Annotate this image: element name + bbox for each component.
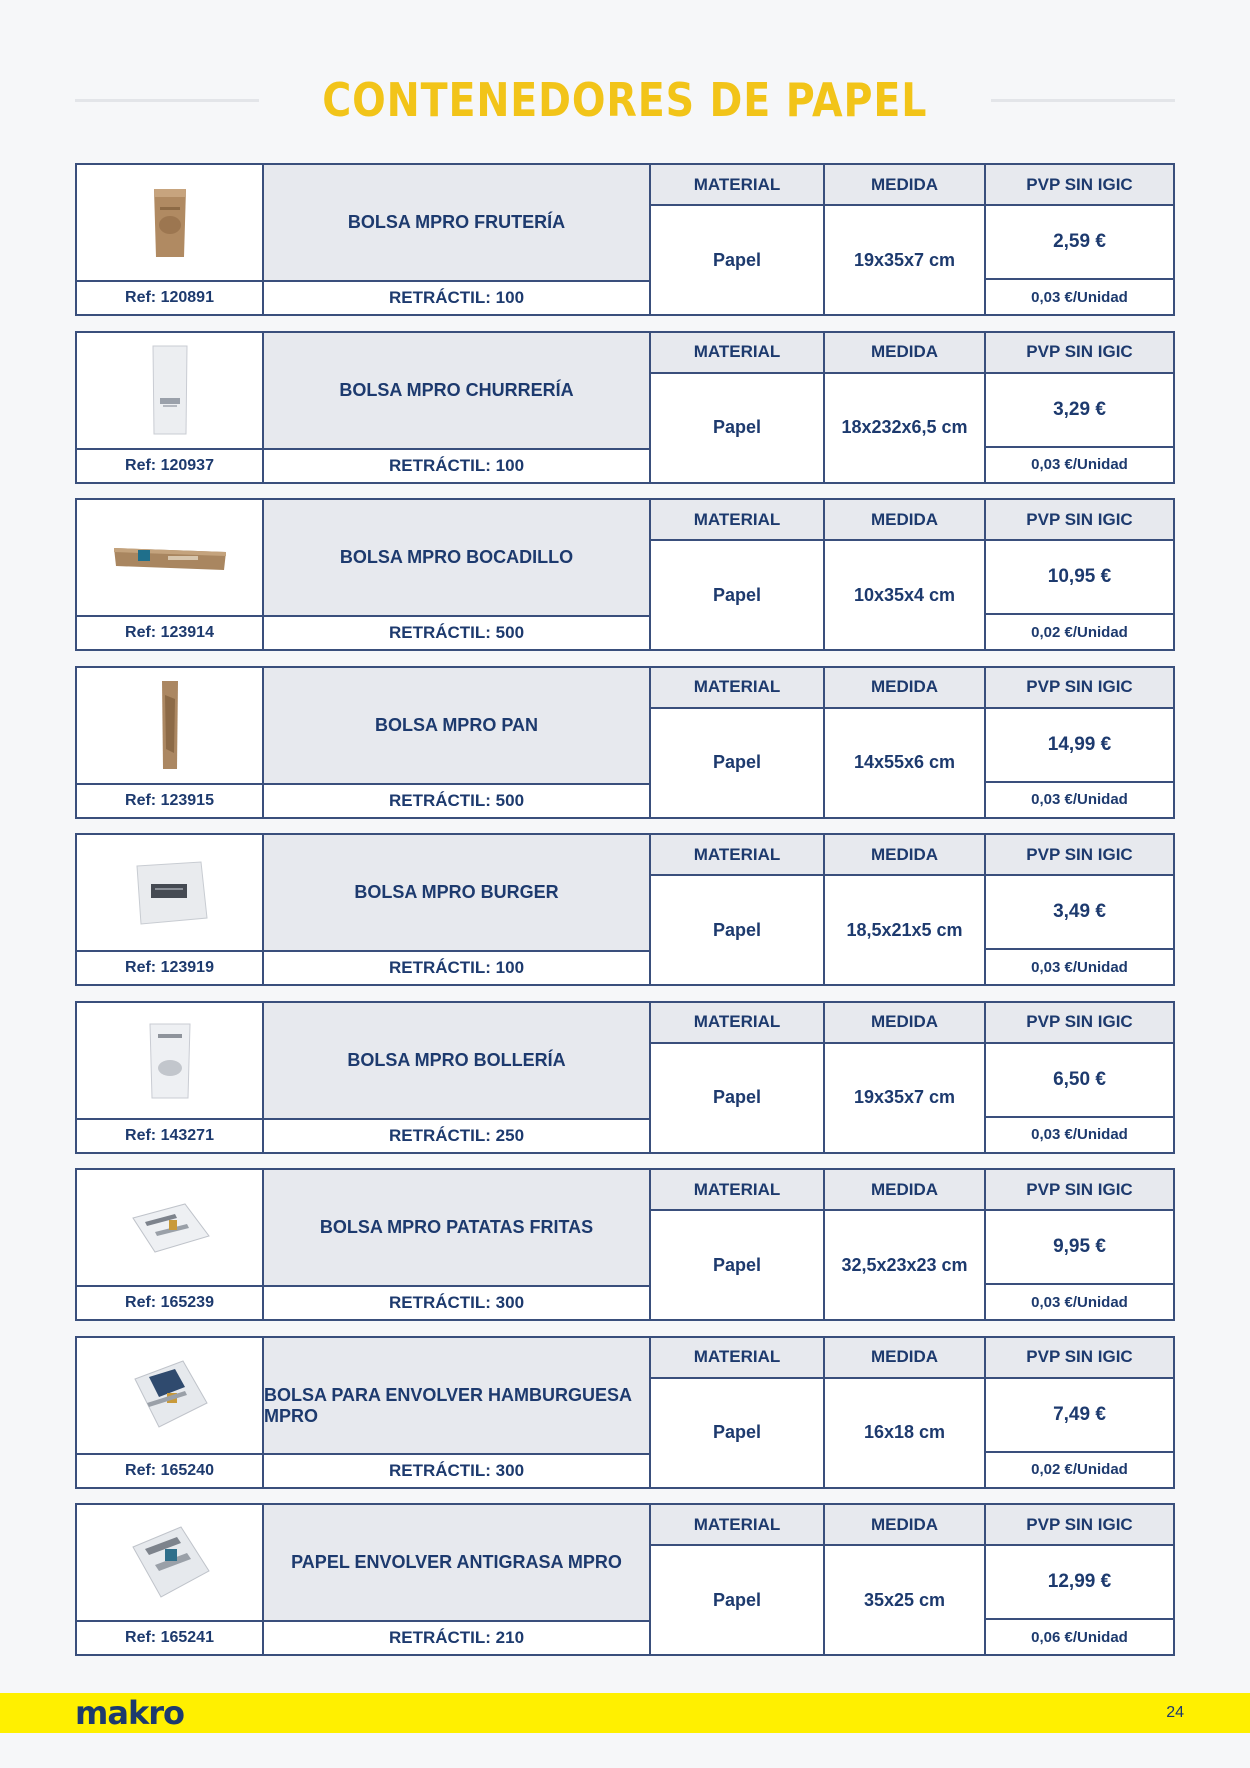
product-card: [75, 1503, 1175, 1656]
product-image-cell: [77, 1505, 264, 1620]
product-price: 6,50 €: [986, 1044, 1173, 1118]
product-material: Papel: [651, 709, 825, 817]
makro-logo: makro: [75, 1694, 184, 1732]
medida-header: MEDIDA: [825, 333, 986, 374]
product-pack: RETRÁCTIL: 250: [264, 1118, 651, 1152]
white-bag-icon: [140, 342, 200, 438]
burger-bag-icon: [125, 858, 215, 928]
pvp-header: PVP SIN IGIC: [986, 500, 1173, 541]
product-card: [75, 833, 1175, 986]
product-material: Papel: [651, 206, 825, 314]
product-card: [75, 1336, 1175, 1489]
product-name: BOLSA MPRO BURGER: [264, 835, 651, 950]
product-medida: 19x35x7 cm: [825, 206, 986, 314]
product-image-cell: [77, 668, 264, 783]
medida-header: MEDIDA: [825, 1170, 986, 1211]
product-ref: Ref: 165240: [77, 1453, 264, 1487]
material-header: MATERIAL: [651, 1505, 825, 1546]
product-material: Papel: [651, 1044, 825, 1152]
product-unit-price: 0,06 €/Unidad: [1031, 1628, 1128, 1646]
product-unit-price: 0,03 €/Unidad: [1031, 791, 1128, 808]
material-header: MATERIAL: [651, 1170, 825, 1211]
product-pack: RETRÁCTIL: 500: [264, 783, 651, 817]
page-number: 24: [1166, 1704, 1184, 1721]
product-ref: Ref: 123915: [77, 783, 264, 817]
product-pack: RETRÁCTIL: 210: [264, 1620, 651, 1654]
product-image-cell: [77, 1003, 264, 1118]
pvp-header: PVP SIN IGIC: [986, 835, 1173, 876]
product-unit-price: 0,03 €/Unidad: [1031, 958, 1128, 976]
product-unit-price: 0,03 €/Unidad: [1031, 288, 1128, 306]
product-medida: 10x35x4 cm: [825, 541, 986, 649]
pvp-header: PVP SIN IGIC: [986, 165, 1173, 206]
product-material: Papel: [651, 374, 825, 482]
pvp-header: PVP SIN IGIC: [986, 1338, 1173, 1379]
product-medida: 32,5x23x23 cm: [825, 1211, 986, 1319]
sandwich-bag-icon: [110, 536, 230, 580]
medida-header: MEDIDA: [825, 1338, 986, 1379]
page-footer: [0, 1693, 1250, 1733]
material-header: MATERIAL: [651, 668, 825, 709]
pvp-header: PVP SIN IGIC: [986, 1505, 1173, 1546]
product-ref: Ref: 165241: [77, 1620, 264, 1654]
product-image-cell: [77, 835, 264, 950]
product-image-cell: [77, 500, 264, 615]
product-card: [75, 498, 1175, 651]
product-medida: 16x18 cm: [825, 1379, 986, 1487]
product-image-cell: [77, 165, 264, 280]
greaseproof-paper-icon: [125, 1523, 215, 1603]
product-ref: Ref: 120937: [77, 448, 264, 482]
product-unit-price: 0,02 €/Unidad: [1031, 1461, 1128, 1478]
product-ref: Ref: 123919: [77, 950, 264, 984]
product-price: 3,29 €: [986, 374, 1173, 448]
product-price: 9,95 €: [986, 1211, 1173, 1285]
product-medida: 14x55x6 cm: [825, 709, 986, 817]
burger-wrap-icon: [125, 1357, 215, 1433]
product-medida: 18,5x21x5 cm: [825, 876, 986, 984]
title-rule-right: [991, 99, 1175, 102]
medida-header: MEDIDA: [825, 1505, 986, 1546]
title-rule-left: [75, 99, 259, 102]
product-ref: Ref: 165239: [77, 1285, 264, 1319]
product-card: [75, 666, 1175, 819]
pvp-header: PVP SIN IGIC: [986, 1170, 1173, 1211]
product-unit-price: 0,03 €/Unidad: [1031, 1293, 1128, 1311]
product-material: Papel: [651, 876, 825, 984]
medida-header: MEDIDA: [825, 835, 986, 876]
medida-header: MEDIDA: [825, 668, 986, 709]
product-image-cell: [77, 1338, 264, 1453]
product-price: 12,99 €: [986, 1546, 1173, 1620]
material-header: MATERIAL: [651, 333, 825, 374]
product-ref: Ref: 143271: [77, 1118, 264, 1152]
product-pack: RETRÁCTIL: 100: [264, 280, 651, 314]
product-price: 7,49 €: [986, 1379, 1173, 1453]
material-header: MATERIAL: [651, 835, 825, 876]
product-unit-price: 0,03 €/Unidad: [1031, 1126, 1128, 1143]
product-medida: 35x25 cm: [825, 1546, 986, 1654]
product-price: 3,49 €: [986, 876, 1173, 950]
pvp-header: PVP SIN IGIC: [986, 668, 1173, 709]
kraft-bag-icon: [140, 183, 200, 263]
pvp-header: PVP SIN IGIC: [986, 333, 1173, 374]
product-material: Papel: [651, 1379, 825, 1487]
product-pack: RETRÁCTIL: 300: [264, 1453, 651, 1487]
product-name: BOLSA MPRO CHURRERÍA: [264, 333, 651, 448]
pvp-header: PVP SIN IGIC: [986, 1003, 1173, 1044]
product-price: 2,59 €: [986, 206, 1173, 280]
page-header: [75, 68, 1175, 132]
product-ref: Ref: 120891: [77, 280, 264, 314]
product-card: [75, 163, 1175, 316]
product-name: BOLSA MPRO BOCADILLO: [264, 500, 651, 615]
product-list: [75, 163, 1175, 1671]
product-card: [75, 1001, 1175, 1154]
medida-header: MEDIDA: [825, 165, 986, 206]
medida-header: MEDIDA: [825, 1003, 986, 1044]
fries-bag-icon: [125, 1200, 215, 1256]
material-header: MATERIAL: [651, 1338, 825, 1379]
product-material: Papel: [651, 541, 825, 649]
material-header: MATERIAL: [651, 500, 825, 541]
product-card: [75, 1168, 1175, 1321]
product-name: BOLSA MPRO PAN: [264, 668, 651, 783]
product-image-cell: [77, 333, 264, 448]
product-material: Papel: [651, 1546, 825, 1654]
product-unit-price: 0,03 €/Unidad: [1031, 456, 1128, 473]
product-name: BOLSA PARA ENVOLVER HAMBURGUESA MPRO: [264, 1338, 651, 1453]
product-medida: 19x35x7 cm: [825, 1044, 986, 1152]
material-header: MATERIAL: [651, 1003, 825, 1044]
page-title: CONTENEDORES DE PAPEL: [322, 73, 928, 127]
product-image-cell: [77, 1170, 264, 1285]
product-price: 10,95 €: [986, 541, 1173, 615]
product-card: [75, 331, 1175, 484]
bread-bag-icon: [150, 677, 190, 773]
product-name: BOLSA MPRO PATATAS FRITAS: [264, 1170, 651, 1285]
product-material: Papel: [651, 1211, 825, 1319]
medida-header: MEDIDA: [825, 500, 986, 541]
product-ref: Ref: 123914: [77, 615, 264, 649]
product-price: 14,99 €: [986, 709, 1173, 783]
material-header: MATERIAL: [651, 165, 825, 206]
product-pack: RETRÁCTIL: 100: [264, 950, 651, 984]
product-unit-price: 0,02 €/Unidad: [1031, 623, 1128, 641]
product-pack: RETRÁCTIL: 500: [264, 615, 651, 649]
product-pack: RETRÁCTIL: 100: [264, 448, 651, 482]
product-name: BOLSA MPRO BOLLERÍA: [264, 1003, 651, 1118]
pastry-bag-icon: [138, 1018, 202, 1102]
product-name: BOLSA MPRO FRUTERÍA: [264, 165, 651, 280]
product-pack: RETRÁCTIL: 300: [264, 1285, 651, 1319]
product-medida: 18x232x6,5 cm: [825, 374, 986, 482]
product-name: PAPEL ENVOLVER ANTIGRASA MPRO: [264, 1505, 651, 1620]
